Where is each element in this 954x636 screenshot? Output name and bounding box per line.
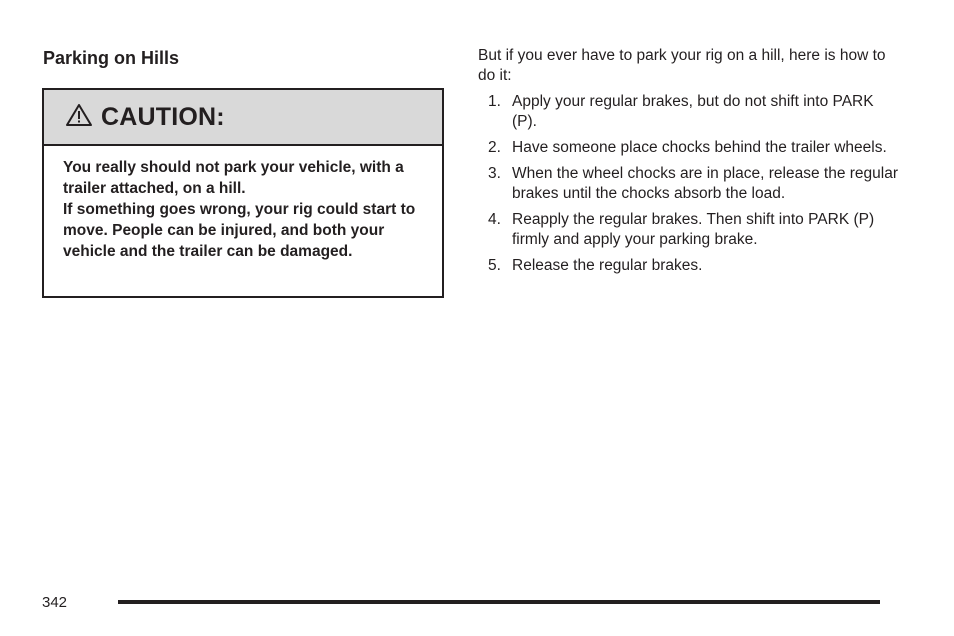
caution-body [44, 146, 442, 262]
steps-list [478, 92, 898, 276]
footer-rule [118, 600, 880, 604]
step-number: 5. [488, 257, 501, 274]
step-text: When the wheel chocks are in place, release the regular brakes until the chocks absorb the load. [512, 165, 898, 202]
list-item [478, 138, 898, 158]
step-number: 2. [488, 139, 501, 156]
page-number: 342 [42, 594, 68, 611]
caution-box [42, 88, 444, 298]
list-item [478, 92, 898, 132]
list-item [478, 164, 898, 204]
step-text: Have someone place chocks behind the trailer wheels. [512, 139, 887, 156]
step-number: 3. [488, 165, 501, 182]
caution-title: CAUTION: [101, 102, 225, 131]
step-number: 4. [488, 211, 501, 228]
caution-paragraph: If something goes wrong, your rig could start to move. People can be injured, and both your vehicle and the trailer can be damaged. [63, 201, 416, 260]
section-heading: Parking on Hills [43, 48, 180, 68]
step-number: 1. [488, 93, 501, 110]
caution-paragraph: You really should not park your vehicle, with a trailer attached, on a hill. [63, 159, 404, 197]
instructions-intro: But if you ever have to park your rig on a hill, here is how to do it: [478, 47, 886, 84]
step-text: Reapply the regular brakes. Then shift into PARK (P) firmly and apply your parking brake. [512, 211, 875, 248]
list-item [478, 210, 898, 250]
list-item [478, 256, 898, 276]
step-text: Release the regular brakes. [512, 257, 703, 274]
instructions-column [478, 46, 898, 282]
step-text: Apply your regular brakes, but do not shift into PARK (P). [512, 93, 874, 130]
caution-header [44, 90, 442, 146]
warning-triangle-icon [65, 103, 93, 127]
